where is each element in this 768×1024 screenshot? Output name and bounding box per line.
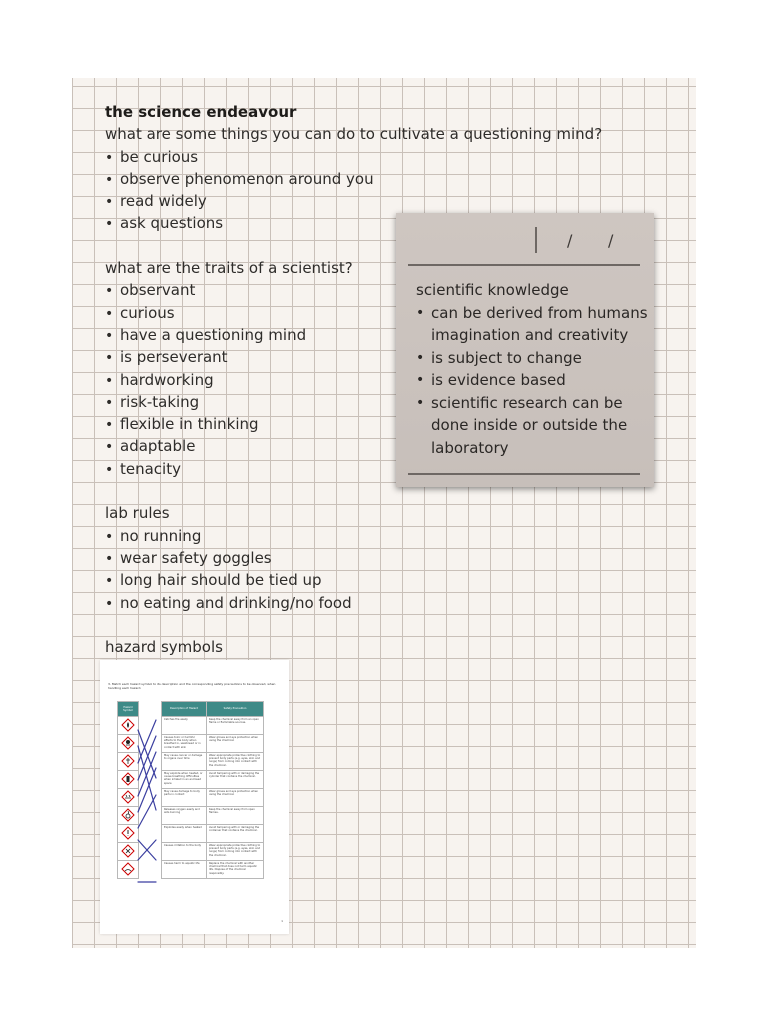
card-heading: scientific knowledge xyxy=(416,281,569,299)
list-item: • observant xyxy=(105,279,625,301)
list-item: • no eating and drinking/no food xyxy=(105,592,625,614)
question-traits: what are the traits of a scientist? xyxy=(105,259,353,278)
date-slash: / xyxy=(567,231,573,250)
safety-precaution: Avoid tampering with or damaging the cylinder that contains the chemical. xyxy=(207,771,264,789)
card-top-rule xyxy=(408,264,640,266)
list-item: • wear safety goggles xyxy=(105,547,625,569)
list-item: • risk-taking xyxy=(105,391,625,413)
table-row xyxy=(118,717,264,735)
card-bottom-rule xyxy=(408,473,640,475)
hazard-description: Catches fire easily xyxy=(162,717,207,735)
hazard-description: Causes harm to aquatic life xyxy=(162,861,207,879)
table-row xyxy=(118,753,264,771)
page-number: 1 xyxy=(281,919,283,923)
corrosive-icon xyxy=(121,790,135,804)
list-item: • is subject to change xyxy=(416,347,648,370)
hazard-description: May cause cancer or damage to organs over time xyxy=(162,753,207,771)
safety-precaution: Wear appropriate protective clothing to prevent body parts (e.g. eyes, skin and lungs) from coming into contact with the chemical. xyxy=(207,753,264,771)
health-hazard-icon xyxy=(121,754,135,768)
hazard-description: Explodes easily when heated xyxy=(162,825,207,843)
list-item: • no running xyxy=(105,525,625,547)
list-item: • is perseverant xyxy=(105,346,625,368)
hazard-worksheet-image[interactable] xyxy=(100,660,289,934)
table-row xyxy=(118,861,264,879)
hazard-table xyxy=(117,701,264,879)
question-cultivate-mind: what are some things you can do to cultivate a questioning mind? xyxy=(105,125,603,144)
hazard-description: Causes toxic or harmful effects to the body when breathed in, swallowed or in contact with skin xyxy=(162,735,207,753)
irritant-icon xyxy=(121,844,135,858)
list-item: • long hair should be tied up xyxy=(105,569,625,591)
safety-precaution: Avoid tampering with or damaging the container that contains the chemical. xyxy=(207,825,264,843)
heading-lab-rules: lab rules xyxy=(105,504,170,523)
safety-precaution: Replace the chemical with another chemical that does not harm aquatic life. Dispose of the chemical responsibly. xyxy=(207,861,264,879)
hazard-description: May explode when heated, or cause breathing difficulties when inhaled in an enclosed space xyxy=(162,771,207,789)
hazard-description: Releases oxygen easily and aids burning xyxy=(162,807,207,825)
list-item: • can be derived from humans imagination and creativity xyxy=(416,302,648,347)
list-item: • curious xyxy=(105,302,625,324)
card-date-divider xyxy=(535,227,537,253)
hazard-description: Causes irritation to the body xyxy=(162,843,207,861)
list-item: • observe phenomenon around you xyxy=(105,168,625,190)
table-row xyxy=(118,735,264,753)
list-item: • have a questioning mind xyxy=(105,324,625,346)
safety-precaution: Keep the chemical away from open flames. xyxy=(207,807,264,825)
date-slash: / xyxy=(608,231,614,250)
explosive-icon xyxy=(121,826,135,840)
table-row xyxy=(118,807,264,825)
col-header-precaution: Safety Precaution xyxy=(207,702,264,717)
col-header-description: Description of Hazard xyxy=(162,702,207,717)
notes-title: the science endeavour xyxy=(105,103,297,121)
oxidising-icon xyxy=(121,808,135,822)
list-item: • be curious xyxy=(105,146,625,168)
safety-precaution: Keep the chemical away from an open flame or flammable sources. xyxy=(207,717,264,735)
safety-precaution: Wear gloves and eye protection when using the chemical. xyxy=(207,735,264,753)
gas-cylinder-icon xyxy=(121,772,135,786)
list-item: • flexible in thinking xyxy=(105,413,625,435)
environment-hazard-icon xyxy=(121,862,135,876)
worksheet-question: 3. Match each hazard symbol to its description and the corresponding safety precautions to be observed, when handling each hazard. xyxy=(108,682,276,690)
safety-precaution: Wear gloves and eye protection when using the chemical. xyxy=(207,789,264,807)
list-item: • ask questions xyxy=(105,212,625,234)
heading-hazard-symbols: hazard symbols xyxy=(105,638,223,657)
table-row xyxy=(118,825,264,843)
list-item: • adaptable xyxy=(105,435,625,457)
col-header-symbol: Hazard Symbol xyxy=(118,702,139,717)
table-row xyxy=(118,771,264,789)
flammable-icon xyxy=(121,718,135,732)
list-item: • scientific research can be done inside or outside the laboratory xyxy=(416,392,648,460)
safety-precaution: Wear appropriate protective clothing to prevent body parts (e.g. eyes, skin and lungs) from coming into contact with the chemical. xyxy=(207,843,264,861)
table-row xyxy=(118,789,264,807)
hazard-description: May cause damage to body parts in contact xyxy=(162,789,207,807)
list-item: • read widely xyxy=(105,190,625,212)
sticky-note-card[interactable] xyxy=(396,213,654,487)
list-item: • hardworking xyxy=(105,369,625,391)
toxic-icon xyxy=(121,736,135,750)
list-item: • is evidence based xyxy=(416,369,648,392)
list-item: • tenacity xyxy=(105,458,625,480)
table-row xyxy=(118,843,264,861)
card-content xyxy=(416,279,648,459)
